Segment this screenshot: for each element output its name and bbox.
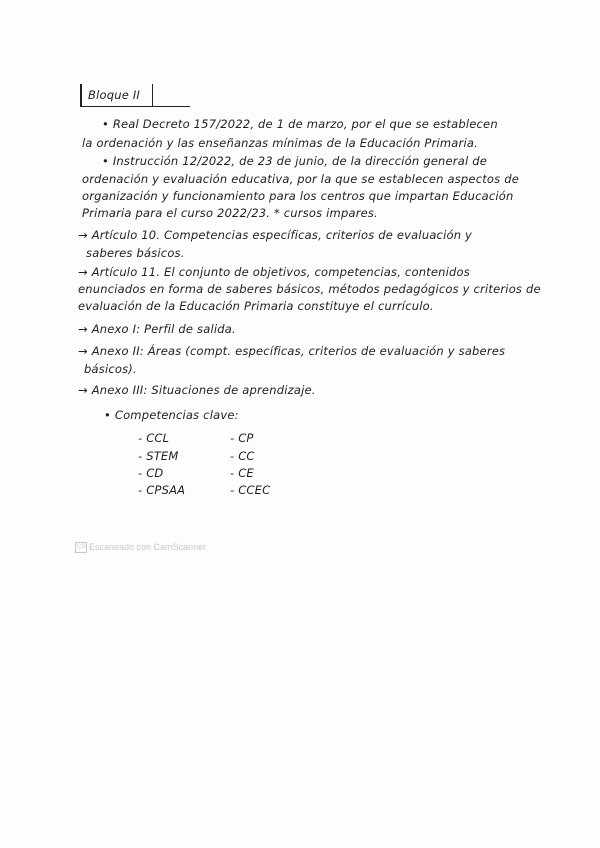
competencias-heading: • Competencias clave:	[104, 408, 239, 422]
competencia-right-3: - CE	[230, 466, 254, 480]
competencia-left-3: - CD	[138, 466, 164, 480]
line-3: • Instrucción 12/2022, de 23 de junio, de la dirección general de	[102, 154, 487, 168]
line-9: → Artículo 11. El conjunto de objetivos, competencias, contenidos	[78, 265, 470, 279]
line-12: → Anexo I: Perfil de salida.	[78, 322, 236, 336]
line-2: la ordenación y las enseñanzas mínimas de la Educación Primaria.	[82, 136, 478, 150]
line-5: organización y funcionamiento para los centros que impartan Educación	[82, 189, 514, 203]
line-1: • Real Decreto 157/2022, de 1 de marzo, por el que se establecen	[102, 117, 498, 131]
line-10: enunciados en forma de saberes básicos, métodos pedagógicos y criterios de	[78, 282, 541, 296]
competencia-left-1: - CCL	[138, 431, 170, 445]
competencia-right-2: - CC	[230, 449, 255, 463]
competencia-left-2: - STEM	[138, 449, 179, 463]
heading-underline	[80, 106, 190, 107]
camscanner-logo-icon: CS	[75, 542, 87, 553]
scanner-watermark	[75, 542, 206, 553]
competencia-right-4: - CCEC	[230, 483, 271, 497]
line-11: evaluación de la Educación Primaria constituye el currículo.	[78, 299, 434, 313]
line-4: ordenación y evaluación educativa, por la que se establecen aspectos de	[82, 172, 519, 186]
heading: Bloque II	[88, 88, 141, 102]
line-13: → Anexo II: Áreas (compt. específicas, criterios de evaluación y saberes	[78, 344, 506, 358]
watermark-text: Escaneado con CamScanner	[89, 542, 207, 552]
line-7: → Artículo 10. Competencias específicas, criterios de evaluación y	[78, 228, 473, 242]
line-8: saberes básicos.	[86, 246, 185, 260]
line-14: básicos).	[84, 362, 137, 376]
line-15: → Anexo III: Situaciones de aprendizaje.	[78, 383, 316, 397]
line-6: Primaria para el curso 2022/23. * cursos impares.	[82, 206, 378, 220]
competencia-left-4: - CPSAA	[138, 483, 186, 497]
competencia-right-1: - CP	[230, 431, 254, 445]
